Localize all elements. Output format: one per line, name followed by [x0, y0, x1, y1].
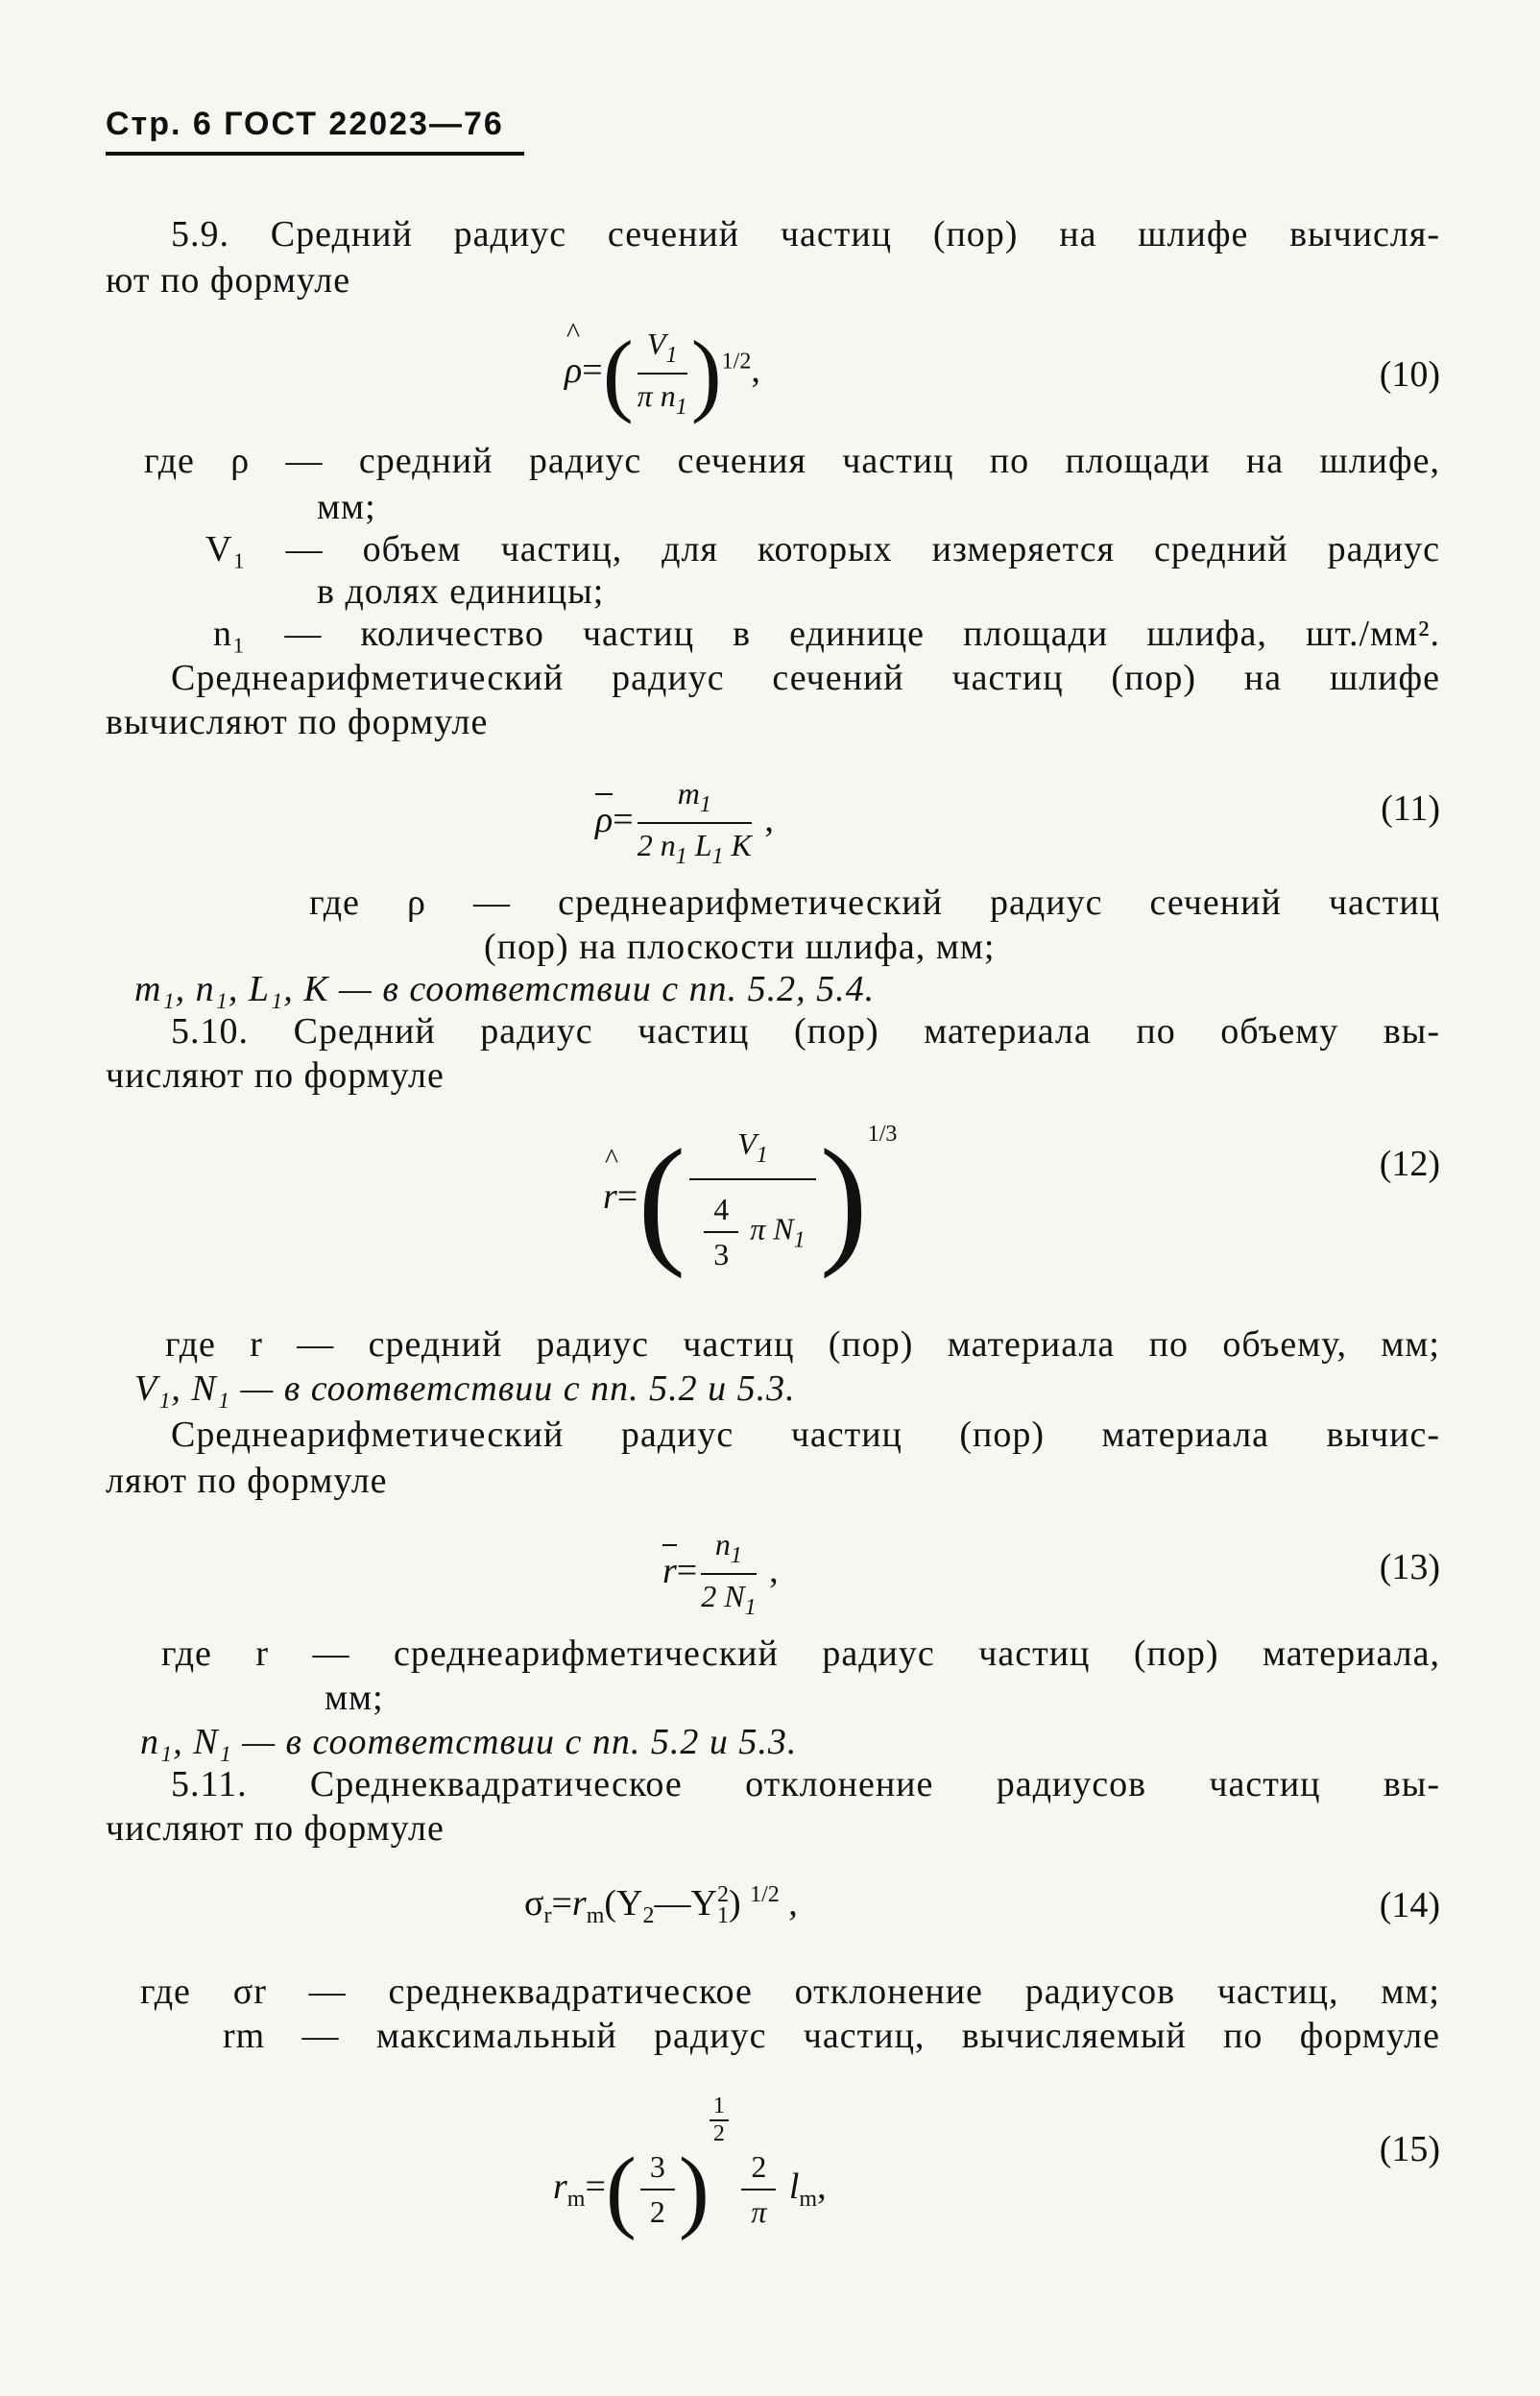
where-n1-line: n₁ — количество частиц в единице площади шлифа, шт./мм². [213, 614, 1440, 654]
equation-number-10: (10) [1379, 354, 1440, 395]
paragraph-5-10-line-1: 5.10. Средний радиус частиц (пор) материала по объему вы- [171, 1011, 1440, 1052]
paragraph-mean-particle-line-2: ляют по формуле [106, 1461, 388, 1501]
equation-number-13: (13) [1379, 1547, 1440, 1587]
equation-number-12: (12) [1379, 1144, 1440, 1184]
page-header: Стр. 6 ГОСТ 22023—76 [106, 106, 504, 142]
where-r-bar-line-1: где r — среднеарифметический радиус частиц (пор) материала, [161, 1634, 1440, 1674]
where-rho-line-1: где ρ — средний радиус сечения частиц по площади на шлифе, [144, 441, 1440, 481]
where-rho-bar-line-2: (пор) на плоскости шлифа, мм; [484, 927, 996, 967]
where-v1-line-2: в долях единицы; [317, 571, 605, 612]
paragraph-5-11-line-1: 5.11. Среднеквадратическое отклонение радиусов частиц вы- [171, 1764, 1440, 1804]
paragraph-5-10-line-2: числяют по формуле [106, 1055, 445, 1096]
formula-12: ^ r=( $V_1$ $\frac{4}{3}$ π $N_1$ )$^{1/3}$ [603, 1122, 897, 1272]
formula-13: r= $\frac{n_1}{2 N_1}$ , [662, 1527, 779, 1620]
where-rho-bar-line-1: где ρ — среднеарифметический радиус сечений частиц [309, 883, 1440, 923]
formula-11: ρ= $\frac{m_1}{2 n_1 L_1 K}$ , [595, 776, 774, 869]
where-m1-line: m₁, n₁, L₁, K — в соответствии с пп. 5.2, 5.4. [134, 969, 876, 1009]
formula-10: ^ ρ=( $\frac{V_1}{\pi n_1}$ )$^{1/2}$, [565, 327, 760, 421]
where-v1-line-1: V₁ — объем частиц, для которых измеряется средний радиус [205, 529, 1440, 569]
paragraph-5-9-line-2: ют по формуле [106, 260, 351, 301]
equation-number-15: (15) [1379, 2129, 1440, 2169]
formula-15: $r_m=$( $\frac{3}{2}$ ) $\frac{1}{2}$ $\frac{2}{\pi}$ $l_m$, [553, 2093, 827, 2241]
header-rule [106, 152, 524, 156]
paragraph-5-9-line-1: 5.9. Средний радиус сечений частиц (пор) на шлифе вычисля- [171, 214, 1440, 254]
paragraph-mean-particle-line-1: Среднеарифметический радиус частиц (пор) материала вычис- [171, 1415, 1440, 1455]
where-r-line: где r — средний радиус частиц (пор) материала по объему, мм; [165, 1324, 1440, 1365]
where-rho-line-2: мм; [317, 487, 376, 527]
paragraph-mean-section-line-2: вычисляют по формуле [106, 702, 489, 742]
equation-number-11: (11) [1381, 788, 1440, 829]
where-sigma-line: где σr — среднеквадратическое отклонение радиусов частиц, мм; [140, 1972, 1440, 2012]
where-rm-line: rm — максимальный радиус частиц, вычисляемый по формуле [223, 2016, 1440, 2056]
equation-number-14: (14) [1379, 1885, 1440, 1925]
paragraph-mean-section-line-1: Среднеарифметический радиус сечений частиц (пор) на шлифе [171, 658, 1440, 698]
where-n1-N1-line: n₁, N₁ — в соответствии с пп. 5.2 и 5.3. [140, 1722, 798, 1762]
formula-14: $\sigma_r=r_m(\Upsilon_2—\Upsilon_1^2)$ $^{1/2}$ , [524, 1882, 798, 1928]
paragraph-5-11-line-2: числяют по формуле [106, 1808, 445, 1849]
where-v1-n1-line: V₁, N₁ — в соответствии с пп. 5.2 и 5.3. [134, 1368, 796, 1409]
where-r-bar-line-2: мм; [325, 1678, 384, 1718]
